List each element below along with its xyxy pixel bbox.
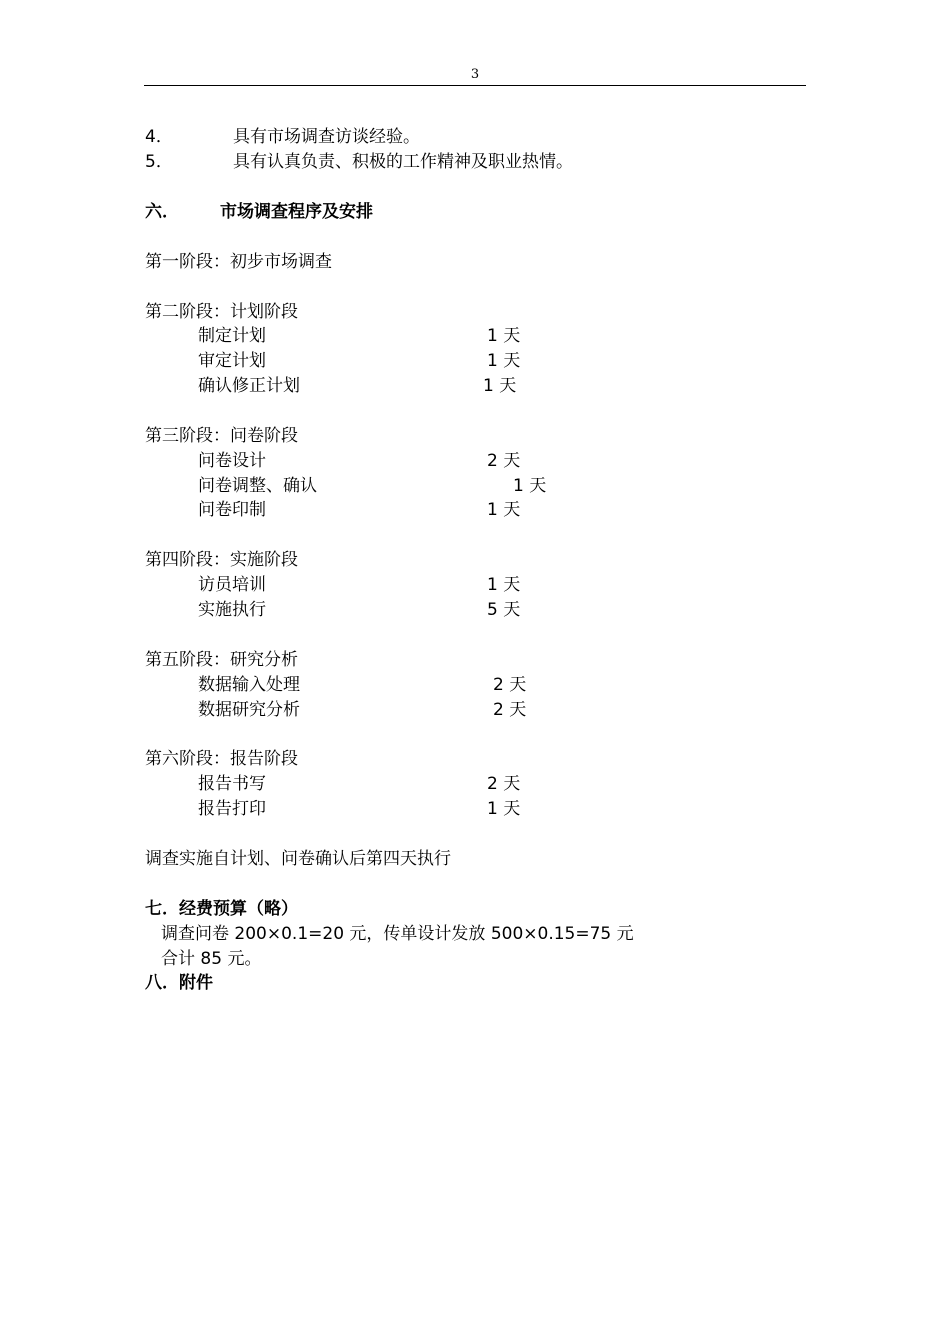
task-name: 实施执行 — [198, 600, 266, 620]
task-name: 访员培训 — [198, 575, 266, 595]
attachments-heading: 八．附件 — [145, 973, 213, 993]
task-duration: 2 天 — [487, 451, 521, 471]
task-duration: 1 天 — [513, 476, 547, 496]
phase-title: 第一阶段：初步市场调查 — [145, 252, 332, 272]
task-name: 数据输入处理 — [198, 675, 300, 695]
budget-heading: 七．经费预算（略） — [145, 899, 298, 919]
phase-title: 第四阶段：实施阶段 — [145, 550, 298, 570]
requirement-number: 4． — [145, 127, 173, 147]
task-name: 审定计划 — [198, 351, 266, 371]
task-duration: 1 天 — [483, 376, 517, 396]
task-duration: 2 天 — [493, 700, 527, 720]
task-duration: 5 天 — [487, 600, 521, 620]
task-name: 问卷调整、确认 — [198, 476, 317, 496]
task-name: 确认修正计划 — [198, 376, 300, 396]
schedule-note: 调查实施自计划、问卷确认后第四天执行 — [145, 849, 451, 869]
budget-line: 调查问卷 200×0.1=20 元，传单设计发放 500×0.15=75 元 — [161, 924, 634, 944]
section-number: 六． — [145, 202, 179, 222]
requirement-text: 具有认真负责、积极的工作精神及职业热情。 — [233, 152, 573, 172]
budget-total: 合计 85 元。 — [161, 949, 262, 969]
phase-title: 第三阶段：问卷阶段 — [145, 426, 298, 446]
task-name: 制定计划 — [198, 326, 266, 346]
task-duration: 1 天 — [487, 500, 521, 520]
header-rule — [144, 85, 806, 86]
task-duration: 1 天 — [487, 326, 521, 346]
section-title: 市场调查程序及安排 — [220, 202, 373, 222]
requirement-text: 具有市场调查访谈经验。 — [233, 127, 420, 147]
task-name: 报告打印 — [198, 799, 266, 819]
task-duration: 2 天 — [487, 774, 521, 794]
phase-title: 第二阶段：计划阶段 — [145, 302, 298, 322]
requirement-number: 5． — [145, 152, 173, 172]
page-number: 3 — [470, 67, 480, 82]
task-duration: 2 天 — [493, 675, 527, 695]
task-duration: 1 天 — [487, 799, 521, 819]
task-name: 问卷设计 — [198, 451, 266, 471]
task-name: 数据研究分析 — [198, 700, 300, 720]
task-name: 报告书写 — [198, 774, 266, 794]
task-duration: 1 天 — [487, 575, 521, 595]
phase-title: 第六阶段：报告阶段 — [145, 749, 298, 769]
phase-title: 第五阶段：研究分析 — [145, 650, 298, 670]
task-name: 问卷印制 — [198, 500, 266, 520]
task-duration: 1 天 — [487, 351, 521, 371]
